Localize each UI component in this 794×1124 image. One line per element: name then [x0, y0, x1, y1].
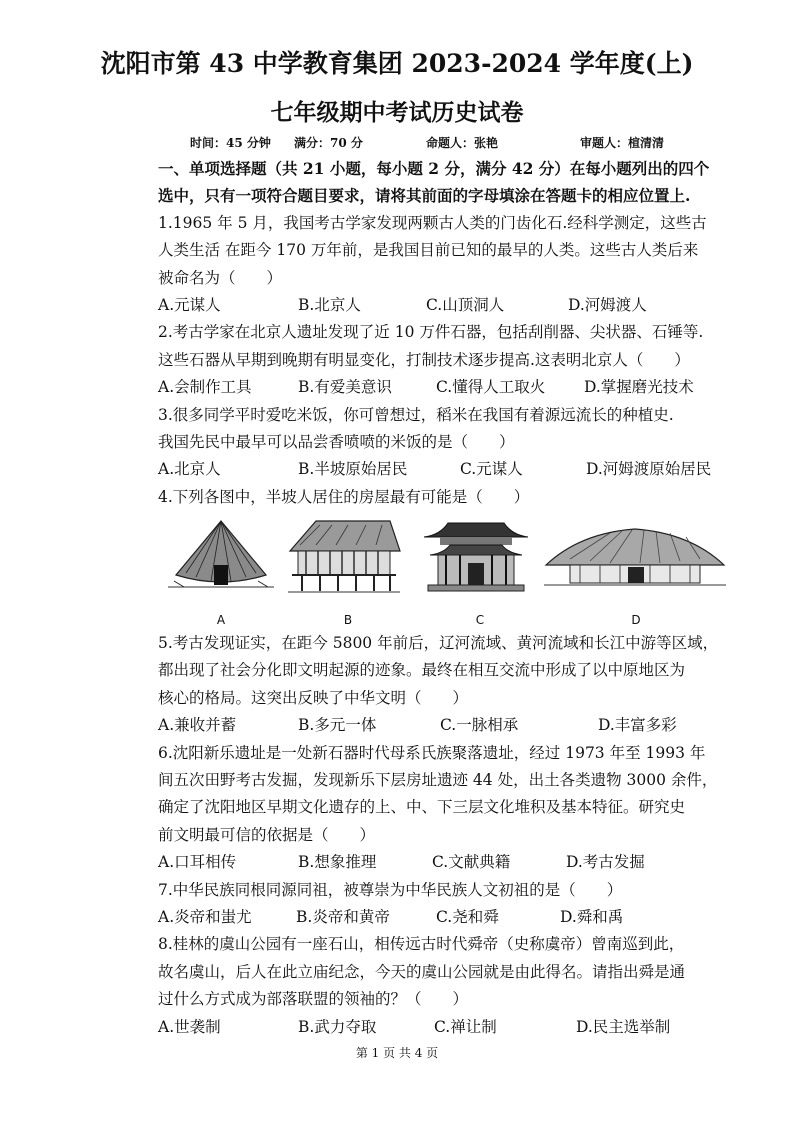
exam-body — [158, 155, 748, 1041]
exam-subtitle: 七年级期中考试历史试卷 — [270, 99, 524, 126]
question-6-option-c: C.文献典籍 — [432, 853, 511, 872]
figure-b-label: B — [343, 613, 353, 628]
figure-c-palace — [420, 515, 532, 597]
question-3-option-a: A.北京人 — [158, 460, 221, 479]
question-6-text-3: 确定了沈阳地区早期文化遗存的上、中、下三层文化堆积及基本特征。研究史 — [158, 798, 686, 817]
meta-score: 满分：70 分 — [294, 136, 363, 150]
question-1-option-b: B.北京人 — [298, 295, 361, 314]
question-3-text-1: 3.很多同学平时爱吃米饭，你可曾想过，稻米在我国有着源远流长的种植史. — [158, 405, 674, 424]
question-3-option-d: D.河姆渡原始居民 — [586, 460, 712, 479]
meta-setter: 命题人：张艳 — [426, 136, 499, 150]
question-5-option-c: C.一脉相承 — [440, 716, 519, 735]
question-8-text-2: 故名虞山，后人在此立庙纪念，今天的虞山公园就是由此得名。请指出舜是通 — [158, 962, 686, 981]
meta-time: 时间：45 分钟 — [190, 136, 271, 150]
question-1-options — [158, 292, 748, 319]
question-3-option-c: C.元谋人 — [460, 460, 523, 479]
question-6-options — [158, 849, 748, 876]
question-2-option-c: C.懂得人工取火 — [436, 378, 546, 397]
question-1-option-d: D.河姆渡人 — [568, 295, 647, 314]
question-7-option-d: D.舜和禹 — [560, 907, 624, 926]
section-instructions-line-1: 一、单项选择题（共 21 小题，每小题 2 分，满分 42 分）在每小题列出的四个 — [158, 159, 710, 178]
question-2-text-2: 这些石器从早期到晚期有明显变化，打制技术逐步提高.这表明北京人（ ） — [158, 350, 690, 369]
question-5-options — [158, 712, 748, 739]
question-2-option-d: D.掌握磨光技术 — [584, 378, 694, 397]
question-5-text-3: 核心的格局。这突出反映了中华文明（ ） — [158, 688, 469, 707]
question-8-option-c: C.禅让制 — [434, 1017, 497, 1036]
question-6-text-1: 6.沈阳新乐遗址是一处新石器时代母系氏族聚落遗址，经过 1973 年至 1993 年 — [158, 743, 706, 762]
question-2-options — [158, 374, 748, 401]
question-4-figures — [158, 515, 748, 630]
figure-b-stilt-house — [286, 515, 402, 597]
question-2-text-1: 2.考古学家在北京人遗址发现了近 10 万件石器，包括刮削器、尖状器、石锤等. — [158, 323, 704, 342]
question-3-text-2: 我国先民中最早可以品尝香喷喷的米饭的是（ ） — [158, 432, 515, 451]
question-6-option-d: D.考古发掘 — [566, 853, 645, 872]
figure-a-thatched-hut — [166, 515, 276, 597]
question-8-option-a: A.世袭制 — [158, 1017, 221, 1036]
exam-title: 沈阳市第 43 中学教育集团 2023-2024 学年度(上) — [100, 49, 694, 78]
question-1-option-c: C.山顶洞人 — [426, 295, 505, 314]
figure-a-label: A — [216, 613, 226, 628]
question-7-text-1: 7.中华民族同根同源同祖，被尊崇为中华民族人文初祖的是（ ） — [158, 880, 623, 899]
question-3-option-b: B.半坡原始居民 — [298, 460, 408, 479]
question-8-option-d: D.民主选举制 — [576, 1017, 671, 1036]
question-7-options — [158, 904, 748, 931]
figure-d-label: D — [631, 613, 641, 628]
figure-c-label: C — [475, 613, 485, 628]
question-8-option-b: B.武力夺取 — [298, 1017, 377, 1036]
question-1-text-2: 人类生活 在距今 170 万年前，是我国目前已知的最早的人类。这些古人类后来 — [158, 241, 699, 260]
question-5-text-2: 都出现了社会分化即文明起源的迹象。最终在相互交流中形成了以中原地区为 — [158, 661, 686, 680]
question-5-option-d: D.丰富多彩 — [598, 716, 677, 735]
question-1-option-a: A.元谋人 — [158, 295, 221, 314]
meta-reviewer: 审题人：楦清清 — [580, 136, 665, 150]
question-5-option-a: A.兼收并蓄 — [158, 716, 237, 735]
page-footer: 第 1 页 共 4 页 — [355, 1046, 439, 1060]
question-8-text-3: 过什么方式成为部落联盟的领袖的？（ ） — [158, 990, 469, 1009]
question-6-option-b: B.想象推理 — [298, 853, 377, 872]
question-6-text-4: 前文明最可信的依据是（ ） — [158, 825, 376, 844]
question-5-text-1: 5.考古发现证实，在距今 5800 年前后，辽河流域、黄河流域和长江中游等区域， — [158, 634, 719, 653]
question-3-options — [158, 456, 748, 483]
question-2-option-b: B.有爱美意识 — [298, 378, 392, 397]
question-8-text-1: 8.桂林的虞山公园有一座石山，相传远古时代舜帝（史称虞帝）曾南巡到此， — [158, 935, 685, 954]
figure-d-semi-subterranean-hut — [540, 515, 730, 597]
question-5-option-b: B.多元一体 — [298, 716, 377, 735]
question-7-option-c: C.尧和舜 — [436, 907, 499, 926]
question-8-options — [158, 1014, 748, 1041]
question-7-option-a: A.炎帝和蚩尤 — [158, 907, 252, 926]
question-2-option-a: A.会制作工具 — [158, 378, 252, 397]
question-6-text-2: 间五次田野考古发掘，发现新乐下层房址遗迹 44 处，出土各类遗物 3000 余件， — [158, 771, 718, 790]
question-4-text-1: 4.下列各图中，半坡人居住的房屋最有可能是（ ） — [158, 487, 530, 506]
question-1-text-3: 被命名为（ ） — [158, 268, 283, 287]
section-instructions-line-2: 选中，只有一项符合题目要求，请将其前面的字母填涂在答题卡的相应位置上. — [158, 186, 691, 206]
question-6-option-a: A.口耳相传 — [158, 853, 237, 872]
question-7-option-b: B.炎帝和黄帝 — [296, 907, 390, 926]
question-1-text-1: 1.1965 年 5 月，我国考古学家发现两颗古人类的门齿化石.经科学测定，这些古 — [158, 213, 707, 232]
